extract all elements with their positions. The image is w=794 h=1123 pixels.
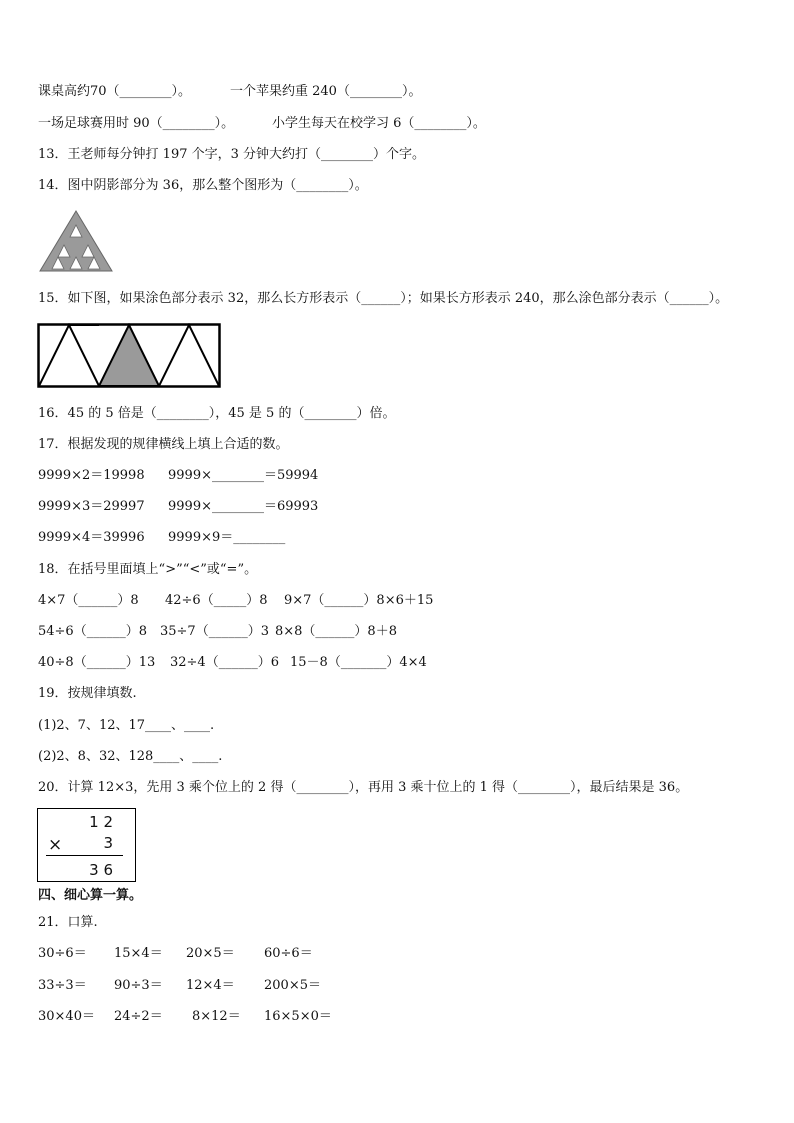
q21-r1-c3: 20×5＝ (186, 946, 235, 961)
q17-row-2-left: 9999×3＝29997 (38, 499, 145, 514)
shaded-triangle-figure (38, 209, 114, 273)
q18-r2-c2: 35÷7（______）3 (160, 624, 269, 639)
q21-r3-c3: 8×12＝ (192, 1009, 241, 1024)
q18-r2-c3: 8×8（______）8＋8 (275, 624, 397, 639)
q12-item-apple: 一个苹果约重 240（________）。 (230, 84, 422, 99)
q17-row-1-right: 9999×________＝59994 (168, 468, 319, 483)
q21-r3-c4: 16×5×0＝ (264, 1009, 332, 1024)
q12-item-desk: 课桌高约70（________）。 (38, 84, 192, 99)
section-heading-4: 四、细心算一算。 (38, 888, 143, 903)
q21-r3-c1: 30×40＝ (38, 1009, 95, 1024)
q21-r2-c4: 200×5＝ (264, 978, 321, 993)
q18-r1-c2: 42÷6（_____）8 (165, 593, 268, 608)
question-20: 20．计算 12×3，先用 3 乘个位上的 2 得（________），再用 3 乘十位上的 1 得（________），最后结果是 36。 (38, 780, 689, 795)
q17-row-3-left: 9999×4＝39996 (38, 530, 145, 545)
question-15: 15．如下图，如果涂色部分表示 32，那么长方形表示（______）；如果长方形表示 240，那么涂色部分表示（______）。 (38, 291, 729, 306)
q21-r3-c2: 24÷2＝ (114, 1009, 163, 1024)
q18-r3-c3: 15－8（_______）4×4 (290, 655, 427, 670)
vertical-multiplication-box (37, 808, 136, 882)
q21-r1-c1: 30÷6＝ (38, 946, 87, 961)
q18-r3-c2: 32÷4（______）6 (170, 655, 279, 670)
q19-item-2: (2)2、8、32、128____、____. (38, 749, 223, 764)
question-17-title: 17．根据发现的规律横线上填上合适的数。 (38, 437, 289, 452)
q18-r1-c1: 4×7（______）8 (38, 593, 139, 608)
question-16: 16．45 的 5 倍是（________），45 是 5 的（________）倍。 (38, 406, 396, 421)
times-sign: × (48, 835, 63, 855)
underline (46, 855, 123, 856)
q21-r1-c2: 15×4＝ (114, 946, 163, 961)
question-13: 13．王老师每分钟打 197 个字，3 分钟大约打（________）个字。 (38, 147, 426, 162)
question-21-title: 21．口算. (38, 915, 98, 930)
q17-row-3-right: 9999×9＝________ (168, 530, 286, 545)
q17-row-1-left: 9999×2＝19998 (38, 468, 145, 483)
question-14: 14．图中阴影部分为 36，那么整个图形为（________）。 (38, 178, 368, 193)
q21-r2-c3: 12×4＝ (186, 978, 235, 993)
question-19-title: 19．按规律填数. (38, 686, 137, 701)
multiplier: 3 (103, 834, 113, 852)
multiplicand: 1 2 (89, 813, 113, 831)
product: 3 6 (89, 861, 113, 879)
q18-r1-c3: 9×7（______）8×6＋15 (284, 593, 434, 608)
question-18-title: 18．在括号里面填上“>”“<”或“=”。 (38, 562, 258, 577)
q19-item-1: (1)2、7、12、17____、____. (38, 718, 215, 733)
q21-r2-c1: 33÷3＝ (38, 978, 87, 993)
q21-r1-c4: 60÷6＝ (264, 946, 313, 961)
q12-item-football: 一场足球赛用时 90（________）。 (38, 116, 235, 131)
q21-r2-c2: 90÷3＝ (114, 978, 163, 993)
q12-item-school: 小学生每天在校学习 6（________）。 (272, 116, 486, 131)
rectangle-triangles-figure (37, 323, 221, 388)
q17-row-2-right: 9999×________＝69993 (168, 499, 319, 514)
q18-r3-c1: 40÷8（______）13 (38, 655, 156, 670)
q18-r2-c1: 54÷6（______）8 (38, 624, 147, 639)
